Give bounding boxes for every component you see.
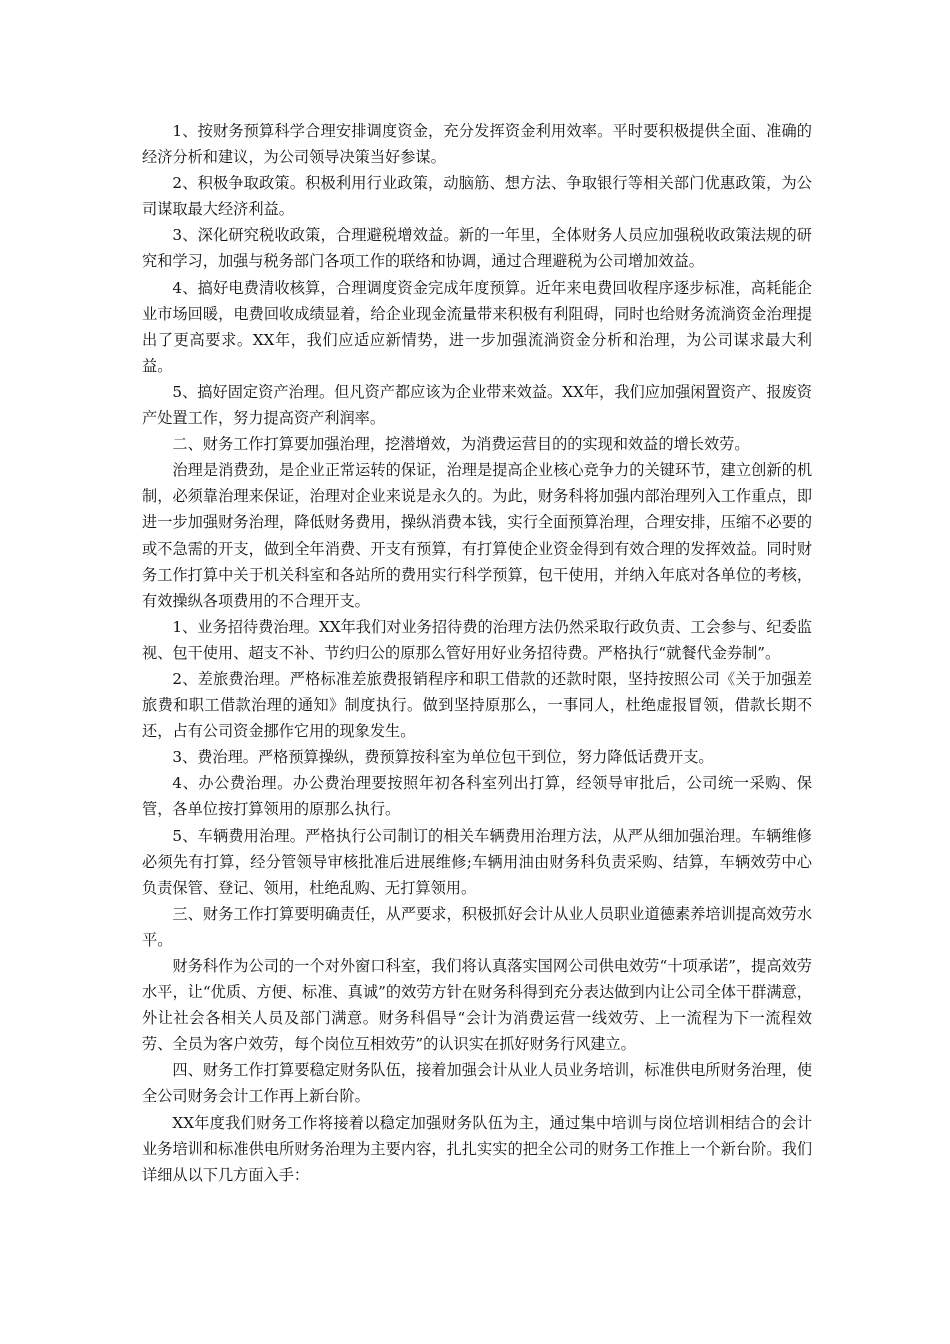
paragraph-policy: 2、积极争取政策。积极利用行业政策，动脑筋、想方法、争取银行等相关部门优惠政策，为公司谋取最大经济利益。 bbox=[142, 174, 812, 219]
section-heading-four: 四、财务工作打算要稳定财务队伍，接着加强会计从业人员业务培训，标准供电所财务治理，使全公司财务会计工作再上新台阶。 bbox=[142, 1061, 812, 1106]
paragraph-tax: 3、深化研究税收政策，合理避税增效益。新的一年里，全体财务人员应加强税收政策法规的研究和学习，加强与税务部门各项工作的联络和协调，通过合理避税为公司增加效益。 bbox=[142, 226, 812, 271]
paragraph-service: 财务科作为公司的一个对外窗口科室，我们将认真落实国网公司供电效劳“十项承诺”，提高效劳水平，让“优质、方便、标准、真诚”的效劳方针在财务科得到充分表达做到内让公司全体干群满意，外让社会各相关人员及部门满意。财务科倡导“会计为消费运营一线效劳、上一流程为下一流程效劳、全员为客户效劳，每个岗位互相效劳”的认识实在抓好财务行风建立。 bbox=[142, 957, 812, 1054]
paragraph-travel-fee: 2、差旅费治理。严格标准差旅费报销程序和职工借款的还款时限，坚持按照公司《关于加强差旅费和职工借款治理的通知》制度执行。做到坚持原那么，一事同人，杜绝虚报冒领，借款长期不还，占有公司资金挪作它用的现象发生。 bbox=[142, 669, 812, 741]
paragraph-management: 治理是消费劲，是企业正常运转的保证，治理是提高企业核心竞争力的关键环节，建立创新的机制，必须靠治理来保证，治理对企业来说是永久的。为此，财务科将加强内部治理列入工作重点，即进一步加强财务治理，降低财务费用，操纵消费本钱，实行全面预算治理，合理安排，压缩不必要的或不急需的开支，做到全年消费、开支有预算，有打算使企业资金得到有效合理的发挥效益。同时财务工作打算中关于机关科室和各站所的费用实行科学预算，包干使用，并纳入年底对各单位的考核，有效操纵各项费用的不合理开支。 bbox=[142, 461, 812, 610]
section-heading-two: 二、财务工作打算要加强治理，挖潜增效，为消费运营目的的实现和效益的增长效劳。 bbox=[172, 435, 750, 454]
document-body bbox=[142, 118, 812, 1188]
paragraph-fixed-assets: 5、搞好固定资产治理。但凡资产都应该为企业带来效益。XX年，我们应加强闲置资产、报废资产处置工作，努力提高资产利润率。 bbox=[142, 382, 812, 428]
paragraph-budget-funds: 1、按财务预算科学合理安排调度资金，充分发挥资金利用效率。平时要积极提供全面、准确的经济分析和建议，为公司领导决策当好参谋。 bbox=[142, 122, 812, 167]
section-heading-three: 三、财务工作打算要明确责任，从严要求，积极抓好会计从业人员职业道德素养培训提高效劳水平。 bbox=[142, 904, 812, 949]
paragraph-office-fee: 4、办公费治理。办公费治理要按照年初各科室列出打算，经领导审批后，公司统一采购、保管，各单位按打算领用的原那么执行。 bbox=[142, 774, 812, 819]
paragraph-electricity-fee: 4、搞好电费清收核算，合理调度资金完成年度预算。近年来电费回收程序逐步标准，高耗能企业市场回暖，电费回收成绩显着，给企业现金流量带来积极有利阻碍，同时也给财务流淌资金治理提出了更高要求。XX年，我们应适应新情势，进一步加强流淌资金分析和治理，为公司谋求最大利益。 bbox=[142, 278, 812, 375]
paragraph-entertainment-fee: 1、业务招待费治理。XX年我们对业务招待费的治理方法仍然采取行政负责、工会参与、纪委监视、包干使用、超支不补、节约归公的原那么管好用好业务招待费。严格执行“就餐代金券制”。 bbox=[142, 617, 812, 662]
paragraph-phone-fee: 3、费治理。严格预算操纵，费预算按科室为单位包干到位，努力降低话费开支。 bbox=[172, 748, 714, 767]
paragraph-vehicle-fee: 5、车辆费用治理。严格执行公司制订的相关车辆费用治理方法，从严从细加强治理。车辆维修必须先有打算，经分管领导审核批准后进展维修;车辆用油由财务科负责采购、结算，车辆效劳中心负责保管、登记、领用，杜绝乱购、无打算领用。 bbox=[142, 826, 812, 897]
paragraph-training: XX年度我们财务工作将接着以稳定加强财务队伍为主，通过集中培训与岗位培训相结合的会计业务培训和标准供电所财务治理为主要内容，扎扎实实的把全公司的财务工作推上一个新台阶。我们详细从以下几方面入手： bbox=[142, 1113, 812, 1184]
